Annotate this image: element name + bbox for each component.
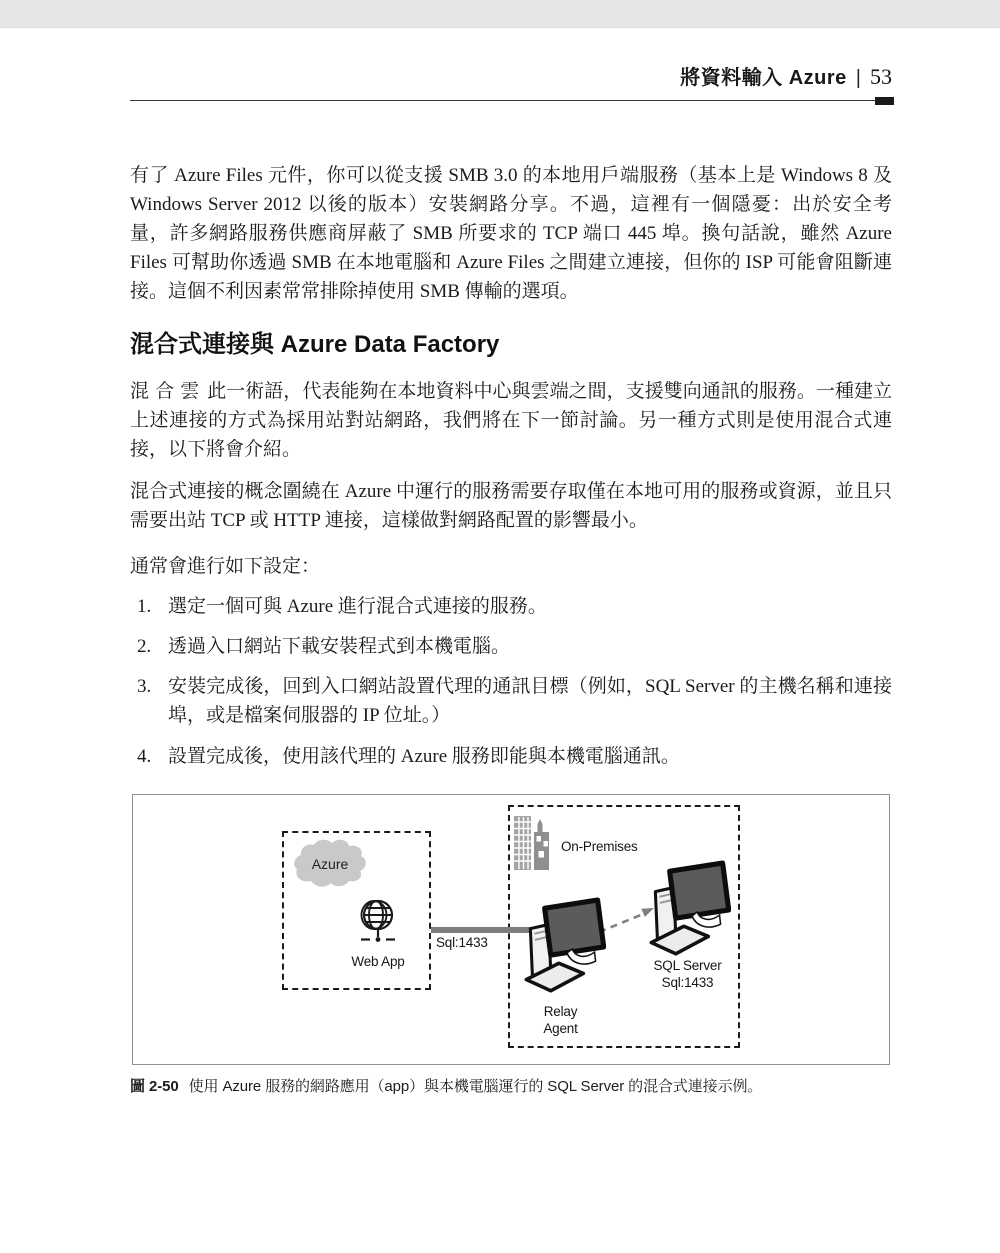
relay-agent-computer-icon	[524, 896, 606, 1003]
figure-caption-number: 圖 2-50	[130, 1078, 179, 1095]
web-app-label: Web App	[351, 954, 405, 969]
chapter-title: 將資料輸入 Azure	[680, 67, 847, 89]
paragraph-hybrid-cloud	[130, 377, 892, 464]
list-item	[130, 742, 892, 771]
figure-2-50-diagram	[132, 794, 890, 1065]
list-text: 安裝完成後，回到入口網站設置代理的通訊目標（例如，SQL Server 的主機名稱和連接埠，或是檔案伺服器的 IP 位址。）	[168, 676, 892, 726]
page-header	[130, 63, 892, 101]
list-text: 選定一個可與 Azure 進行混合式連接的服務。	[168, 596, 547, 617]
relay-label-line2: Agent	[543, 1020, 578, 1036]
sql-server-computer-icon	[649, 859, 731, 966]
connector-port-label: Sql:1433	[436, 935, 488, 950]
paragraph-azure-files: 有了 Azure Files 元件，你可以從支援 SMB 3.0 的本地用戶端服務（基本上是 Windows 8 及 Windows Server 2012 以後的版本）安裝網路分享。不過，這裡有一個隱憂：出於安全考量，許多網路服務供應商屏蔽了 SMB 所要求的 TCP 端口 445 埠。換句話說，雖然 Azure Files 可幫助你透過 SMB 在本地電腦和 Azure Files 之間建立連接，但你的 ISP 可能會阻斷連接。這個不利因素常常排除掉使用 SMB 傳輸的選項。	[130, 165, 892, 302]
header-separator: |	[855, 67, 861, 89]
on-premises-label: On-Premises	[561, 839, 638, 854]
figure-caption	[130, 1077, 892, 1097]
list-number: 2.	[137, 636, 152, 657]
list-item	[130, 632, 892, 661]
paragraph-hybrid-connection: 混合式連接的概念圍繞在 Azure 中運行的服務需要存取僅在本地可用的服務或資源，並且只需要出站 TCP 或 HTTP 連接，這樣做對網路配置的影響最小。	[130, 481, 892, 531]
section-heading: 混合式連接與 Azure Data Factory	[130, 331, 500, 358]
setup-steps-list	[130, 592, 892, 771]
relay-agent-label	[518, 1004, 603, 1037]
scan-top-band	[0, 0, 1000, 28]
list-item	[130, 672, 892, 730]
figure-caption-text: 使用 Azure 服務的網路應用（app）與本機電腦運行的 SQL Server 的混合式連接示例。	[188, 1078, 763, 1095]
header-tick-mark	[875, 97, 894, 105]
list-item	[130, 592, 892, 621]
relay-label-line1: Relay	[543, 1004, 578, 1019]
list-text: 透過入口網站下載安裝程式到本機電腦。	[168, 636, 511, 657]
page-number: 53	[870, 64, 892, 89]
sql-label-line2: Sql:1433	[661, 974, 714, 990]
list-number: 3.	[137, 676, 152, 697]
azure-cloud-icon	[291, 838, 369, 894]
azure-cloud-label: Azure	[311, 856, 349, 872]
on-premises-building-icon	[513, 812, 555, 874]
sql-label-line1: SQL Server	[653, 958, 722, 973]
paragraph-setup-lead-in: 通常會進行如下設定：	[130, 556, 321, 577]
list-number: 4.	[137, 746, 152, 767]
book-page	[130, 27, 892, 1097]
web-app-globe-icon	[354, 898, 398, 955]
paragraph-hybrid-cloud-text: 此一術語，代表能夠在本地資料中心與雲端之間，支援雙向通訊的服務。一種建立上述連接的方式為採用站對站網路，我們將在下一節討論。另一種方式則是使用混合式連接，以下將會介紹。	[130, 381, 892, 460]
list-text: 設置完成後，使用該代理的 Azure 服務即能與本機電腦通訊。	[168, 746, 680, 767]
emphasized-term: 混合雲	[130, 381, 206, 402]
list-number: 1.	[137, 596, 152, 617]
